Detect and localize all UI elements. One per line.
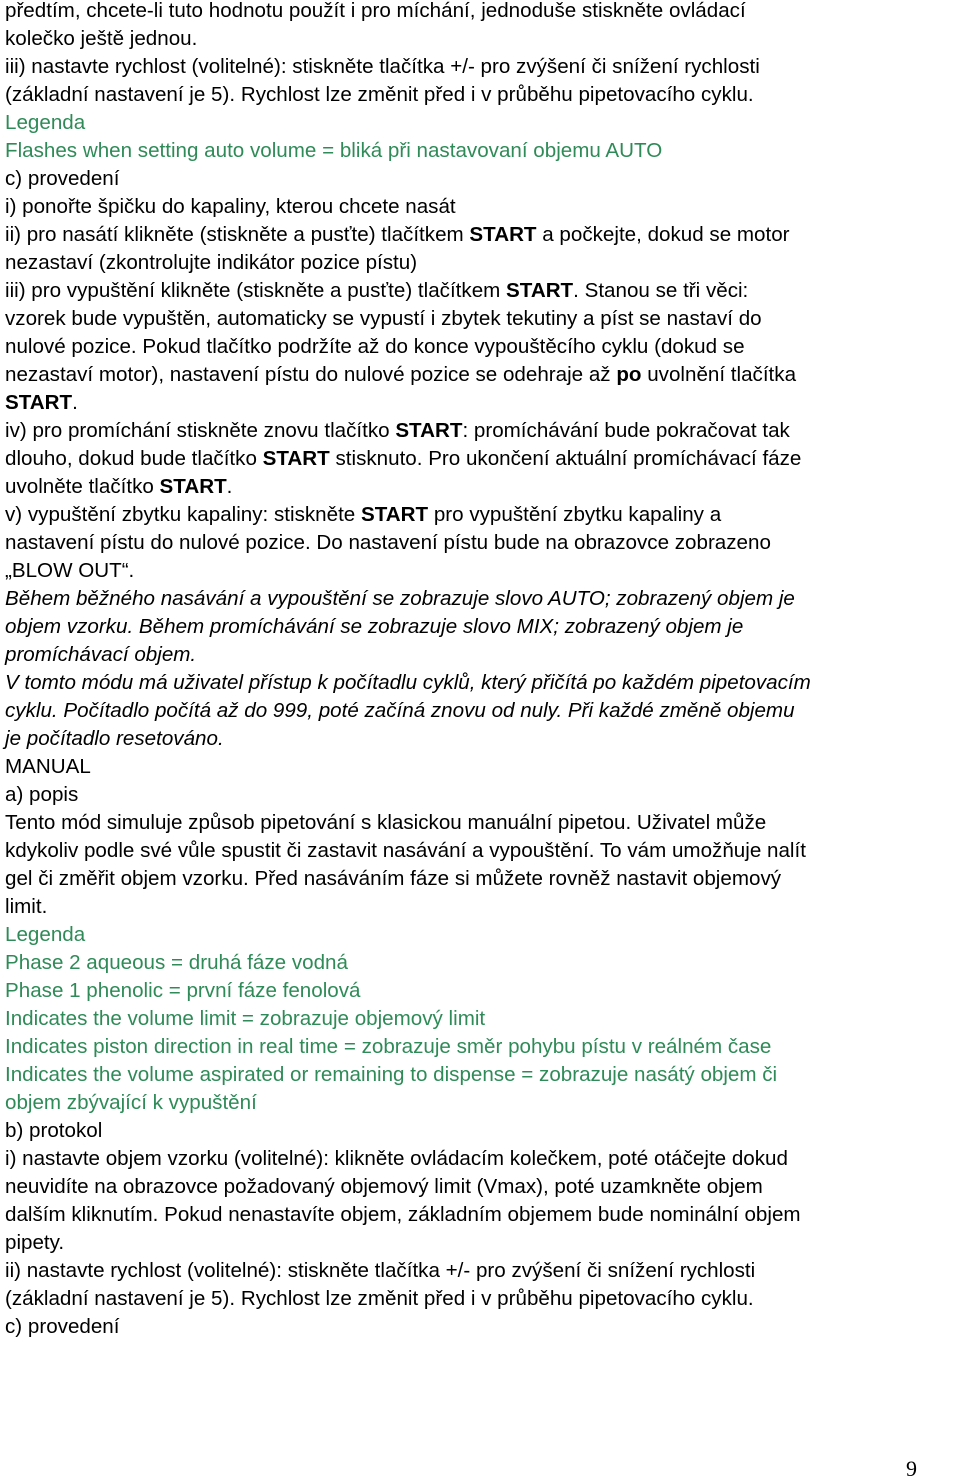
text-span: v) vypuštění zbytku kapaliny: stiskněte (5, 503, 361, 526)
section-heading (5, 165, 955, 193)
text-line (5, 249, 955, 277)
start-keyword: START (395, 419, 463, 442)
text-span: (základní nastavení je 5). (5, 83, 236, 106)
start-keyword: START (506, 279, 574, 302)
text-span: . (72, 391, 78, 414)
text-span: i) ponořte špičku do kapaliny, kterou chcete nasát (5, 195, 456, 218)
text-line (5, 193, 955, 221)
text-span: dalším kliknutím. (5, 1203, 159, 1226)
text-span: iv) pro promíchání stiskněte znovu tlačítko (5, 419, 396, 442)
text-span: c) provedení (5, 167, 120, 190)
text-line (5, 473, 955, 501)
text-span: objem zbývající k vypuštění (5, 1091, 257, 1114)
legend-item (5, 1061, 955, 1089)
text-span: Indicates the volume aspirated or remaining to dispense = zobrazuje nasátý objem či (5, 1063, 778, 1086)
text-span: . Stanou se tři věci: (573, 279, 749, 302)
text-span: iii) pro vypuštění klikněte (stiskněte a pusťte) tlačítkem (5, 279, 507, 302)
text-span: Během promíchávání se zobrazuje slovo MIX; zobrazený objem je (133, 615, 744, 638)
text-span: Tento mód simuluje způsob pipetování s klasickou manuální pipetou. (5, 811, 632, 834)
text-span: vzorek bude vypuštěn, automaticky se vypustí i zbytek tekutiny a píst se nastaví do (5, 307, 762, 330)
text-span: Rychlost lze změnit před i v průběhu pipetovacího cyklu. (235, 1287, 754, 1310)
italic-line (5, 613, 955, 641)
text-line (5, 893, 955, 921)
text-span: Indicates piston direction in real time = zobrazuje směr pohybu pístu v reálném čase (5, 1035, 772, 1058)
text-line (5, 445, 955, 473)
text-span: Phase 2 aqueous = druhá fáze vodná (5, 951, 348, 974)
text-span: Před nasáváním fáze si můžete rovněž nastavit objemový (248, 867, 782, 890)
text-line (5, 53, 955, 81)
text-span: Flashes when setting auto volume = bliká při nastavovaní objemu AUTO (5, 139, 663, 162)
text-span: pipety. (5, 1231, 65, 1254)
text-span: To vám umožňuje nalít (594, 839, 806, 862)
text-span: cyklu. (5, 699, 58, 722)
text-span: nastavení pístu do nulové pozice. (5, 531, 311, 554)
text-line (5, 809, 955, 837)
text-span: gel či změřit objem vzorku. (5, 867, 249, 890)
text-span: nezastaví (zkontrolujte indikátor pozice pístu) (5, 251, 418, 274)
text-span: a počkejte, dokud se motor (536, 223, 790, 246)
text-span: MANUAL (5, 755, 91, 778)
text-span: . (226, 475, 233, 498)
text-span: Pokud tlačítko podržíte až do konce vypouštěcího cyklu (dokud se (136, 335, 745, 358)
text-line (5, 1145, 955, 1173)
text-span: uvolněte tlačítko (5, 475, 160, 498)
text-span: stisknuto. (329, 447, 423, 470)
section-heading (5, 1117, 955, 1145)
text-line (5, 25, 955, 53)
text-line (5, 361, 955, 389)
text-line (5, 1257, 955, 1285)
page-number: 9 (906, 1456, 917, 1481)
text-line (5, 865, 955, 893)
text-span: ii) pro nasátí klikněte (stiskněte a pusťte) tlačítkem (5, 223, 470, 246)
legend-heading (5, 109, 955, 137)
text-line (5, 333, 955, 361)
legend-item (5, 1089, 955, 1117)
text-span: Legenda (5, 923, 86, 946)
text-line (5, 1229, 955, 1257)
text-span: nulové pozice. (5, 335, 137, 358)
text-span: b) protokol (5, 1119, 103, 1142)
text-span: i) nastavte objem vzorku (volitelné): klikněte ovládacím kolečkem, poté otáčejte dokud (5, 1147, 788, 1170)
text-span: (základní nastavení je 5). (5, 1287, 236, 1310)
legend-item (5, 1005, 955, 1033)
legend-item (5, 977, 955, 1005)
text-span: „BLOW OUT“. (5, 559, 135, 582)
legend-heading (5, 921, 955, 949)
text-span: neuvidíte na obrazovce požadovaný objemový limit (Vmax), poté uzamkněte objem (5, 1175, 763, 1198)
text-span: V tomto módu má uživatel přístup k počítadlu cyklů, který přičítá po každém pipetovacím (5, 671, 811, 694)
start-keyword: START (159, 475, 227, 498)
italic-line (5, 669, 955, 697)
text-line (5, 417, 955, 445)
text-span: a) popis (5, 783, 79, 806)
text-line (5, 557, 955, 585)
text-span: objem vzorku. (5, 615, 134, 638)
mode-heading (5, 753, 955, 781)
text-span: Indicates the volume limit = zobrazuje objemový limit (5, 1007, 486, 1030)
text-span: c) provedení (5, 1315, 120, 1338)
text-span: promíchávací objem. (5, 643, 197, 666)
legend-item (5, 1033, 955, 1061)
text-line (5, 1201, 955, 1229)
text-span: Pro ukončení aktuální promíchávací fáze (422, 447, 802, 470)
text-span: ii) nastavte rychlost (volitelné): stiskněte tlačítka +/- pro zvýšení či snížení rychlosti (5, 1259, 756, 1282)
text-span: pro vypuštění zbytku kapaliny a (428, 503, 722, 526)
text-span: kdykoliv podle své vůle spustit či zastavit nasávání a vypouštění. (5, 839, 595, 862)
legend-item (5, 137, 955, 165)
legend-item (5, 949, 955, 977)
text-line (5, 277, 955, 305)
text-line (5, 501, 955, 529)
text-span: Phase 1 phenolic = první fáze fenolová (5, 979, 361, 1002)
italic-line (5, 585, 955, 613)
text-span: Do nastavení pístu bude na obrazovce zobrazeno (310, 531, 771, 554)
text-span: limit. (5, 895, 48, 918)
section-heading (5, 1313, 955, 1341)
text-span: iii) nastavte rychlost (volitelné): stiskněte tlačítka +/- pro zvýšení či snížení rychlosti (5, 55, 760, 78)
text-span: Počítadlo počítá až do 999, poté začíná znovu od nuly. (57, 699, 563, 722)
text-span: Legenda (5, 111, 86, 134)
text-line (5, 1285, 955, 1313)
text-line (5, 389, 955, 417)
start-keyword: START (5, 391, 73, 414)
section-heading (5, 781, 955, 809)
text-line (5, 305, 955, 333)
start-keyword: START (469, 223, 537, 246)
text-span: Pokud nenastavíte objem, základním objemem bude nominální objem (158, 1203, 801, 1226)
text-line (5, 81, 955, 109)
text-span: kolečko ještě jednou. (5, 27, 198, 50)
text-line (5, 529, 955, 557)
text-span: nezastaví motor), nastavení pístu do nulové pozice se odehraje až (5, 363, 617, 386)
italic-line (5, 641, 955, 669)
start-keyword: START (360, 503, 429, 526)
text-span: Během běžného nasávání a vypouštění se zobrazuje slovo AUTO; zobrazený objem je (5, 587, 795, 610)
text-line (5, 1173, 955, 1201)
text-span: Při každé změně objemu (562, 699, 795, 722)
text-line (5, 0, 955, 25)
text-span: : promíchávání bude pokračovat tak (462, 419, 790, 442)
document-page (5, 0, 955, 1341)
start-keyword: START (262, 447, 330, 470)
text-span: Rychlost lze změnit před i v průběhu pipetovacího cyklu. (235, 83, 754, 106)
emphasis-word: po (616, 363, 642, 386)
text-span: předtím, chcete-li tuto hodnotu použít i pro míchání, jednoduše stiskněte ovládací (5, 0, 746, 22)
italic-line (5, 697, 955, 725)
italic-line (5, 725, 955, 753)
text-span: dlouho, dokud bude tlačítko (5, 447, 263, 470)
text-line (5, 837, 955, 865)
text-span: uvolnění tlačítka (641, 363, 797, 386)
text-span: je počítadlo resetováno. (5, 727, 224, 750)
text-line (5, 221, 955, 249)
text-span: Uživatel může (631, 811, 767, 834)
